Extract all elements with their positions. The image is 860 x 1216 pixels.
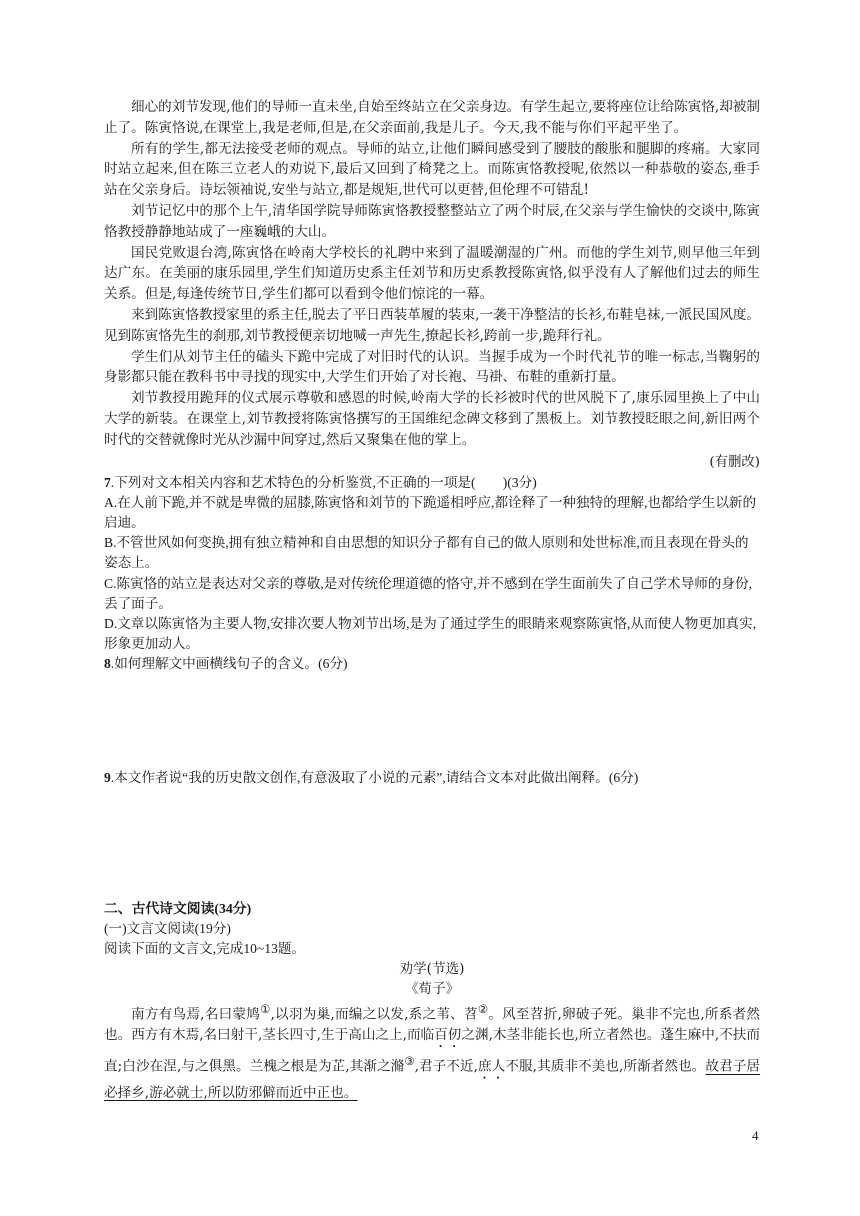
text-run: ,以羽为巢,而编之以发,系之苇、苕 [270, 1006, 478, 1023]
passage-paragraph: 刘节教授用跪拜的仪式展示尊敬和感恩的时候,岭南大学的长衫被时代的世风脱下了,康乐园里换上了中山大学的新装。在课堂上,刘节教授将陈寅恪撰写的王国维纪念碑文移到了黑板上。刘节教授眨眼之间,新旧两个时代的交替就像时光从沙漏中间穿过,然后又聚集在他的掌上。 [104, 390, 760, 448]
passage-paragraph: 学生们从刘节主任的磕头下跪中完成了对旧时代的认识。当握手成为一个时代礼节的唯一标志,当鞠躬的身影都只能在教科书中寻找的现实中,大学生们开始了对长袍、马褂、布鞋的重新打量。 [104, 348, 760, 386]
passage-paragraph: 细心的刘节发现,他们的导师一直未坐,自始至终站立在父亲身边。有学生起立,要将座位让给陈寅恪,却被制止了。陈寅恪说,在课堂上,我是老师,但是,在父亲面前,我是儿子。今天,我不能与你们平起平坐了。 [104, 99, 760, 136]
question-text: .本文作者说“我的历史散文创作,有意汲取了小说的元素”,请结合文本对此做出阐释。(6分) [110, 769, 639, 785]
option-b: B.不管世风如何变换,拥有独立精神和自由思想的知识分子都有自己的做人原则和处世标准,而且表现在骨头的姿态上。 [104, 535, 749, 571]
text-run: 之渊,木茎非能长也,所立者然也。蓬生麻中,不扶而直;白沙在涅,与之俱黑。兰槐之根是为芷,其渐之滫 [104, 1027, 761, 1075]
section-heading: 二、古代诗文阅读(34分) [104, 900, 252, 916]
text-run: ,君子不近, [414, 1058, 478, 1075]
question-text: .下列对文本相关内容和艺术特色的分析鉴赏,不正确的一项是( )(3分) [110, 474, 537, 490]
question-9 [104, 768, 760, 788]
passage-paragraph: 刘节记忆中的那个上午,清华国学院导师陈寅恪教授整整站立了两个时辰,在父亲与学生愉快的交谈中,陈寅恪教授静静地站成了一座巍峨的大山。 [104, 202, 760, 240]
answer-space [104, 675, 760, 768]
answer-space [104, 788, 760, 899]
reading-instruction: 阅读下面的文言文,完成10~13题。 [104, 940, 306, 956]
dotted-emphasis: 庶人 [477, 1058, 506, 1075]
text-run: 南方有鸟焉,名曰蒙鸠 [131, 1006, 261, 1023]
option-a: A.在人前下跪,并不就是卑微的屈膝,陈寅恪和刘节的下跪遥相呼应,都诠释了一种独特的理解,也都给学生以新的启迪。 [104, 494, 757, 530]
classical-text-author: 《荀子》 [404, 980, 460, 997]
question-number: 9 [104, 769, 111, 785]
question-text: .如何理解文中画横线句子的含义。(6分) [110, 656, 348, 672]
option-d: D.文章以陈寅恪为主要人物,安排次要人物刘节出场,是为了通过学生的眼睛来观察陈寅恪,从而使人物更加真实,形象更加动人。 [104, 615, 757, 652]
passage-paragraph: 来到陈寅恪教授家里的系主任,脱去了平日西装革履的装束,一袭干净整洁的长衫,布鞋皂袜,一派民国风度。见到陈寅恪先生的刹那,刘节教授便亲切地喊一声先生,撩起长衫,跨前一步,跪拜行礼。 [104, 306, 760, 344]
question-7 [104, 473, 760, 493]
dotted-emphasis: 百仞 [434, 1027, 462, 1044]
question-number: 7 [104, 474, 111, 490]
classical-text-paragraph [104, 999, 760, 1104]
classical-text-title: 劝学(节选) [399, 960, 465, 977]
edit-note: (有删改) [709, 454, 760, 470]
footnote-mark: ② [477, 1001, 489, 1016]
text-run: 。风至苕折,卵破子死。巢非不完也,所系者然也。西方有木焉,名曰射干,茎长四寸,生于高山之上,而临 [104, 1006, 761, 1044]
subsection-heading: (一)文言文阅读(19分) [104, 920, 231, 936]
text-run: 不服,其质非不美也,所渐者然也。 [505, 1058, 706, 1075]
footnote-mark: ① [260, 1001, 271, 1016]
footnote-mark: ③ [404, 1054, 415, 1069]
document-body [104, 97, 760, 1103]
page-number: 4 [752, 1128, 759, 1143]
question-number: 8 [104, 656, 111, 672]
passage-paragraph: 所有的学生,都无法接受老师的观点。导师的站立,让他们瞬间感受到了腰肢的酸胀和腿脚的疼痛。大家同时站立起来,但在陈三立老人的劝说下,最后又回到了椅凳之上。而陈寅恪教授呢,依然以一种恭敬的姿态,垂手站在父亲身后。诗坛领袖说,安坐与站立,都是规矩,世代可以更替,但伦理不可错乱! [104, 140, 760, 199]
question-8 [104, 654, 760, 674]
passage-paragraph: 国民党败退台湾,陈寅恪在岭南大学校长的礼聘中来到了温暖潮湿的广州。而他的学生刘节,则早他三年到达广东。在美丽的康乐园里,学生们知道历史系主任刘节和历史系教授陈寅恪,似乎没有人了解他们过去的师生关系。但是,每逢传统节日,学生们都可以看到令他们惊诧的一幕。 [104, 244, 760, 303]
option-c: C.陈寅恪的站立是表达对父亲的尊敬,是对传统伦理道德的恪守,并不感到在学生面前失了自己学术导师的身份,丢了面子。 [104, 575, 752, 611]
underlined-sentence: 故君子居必择乡,游必就士,所以防邪僻而近中正也。 [104, 1058, 761, 1101]
